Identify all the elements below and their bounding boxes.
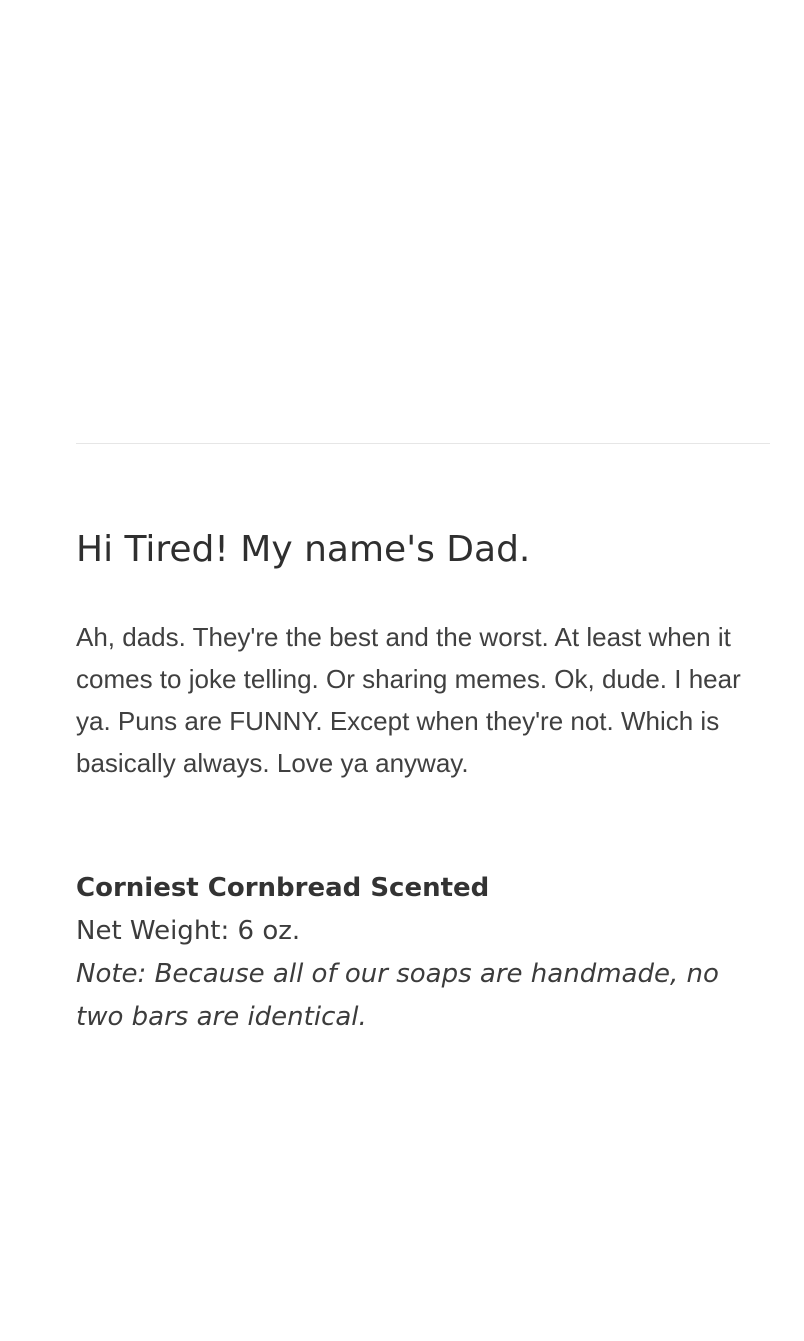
section-divider bbox=[76, 443, 770, 444]
product-details bbox=[76, 867, 770, 1039]
product-heading: Hi Tired! My name's Dad. bbox=[76, 529, 531, 570]
handmade-note: Note: Because all of our soaps are handmade, no two bars are identical. bbox=[76, 959, 719, 1032]
net-weight: Net Weight: 6 oz. bbox=[76, 916, 301, 946]
product-description: Ah, dads. They're the best and the worst. At least when it comes to joke telling. Or sharing memes. Ok, dude. I hear ya. Puns are FUNNY. Except when they're not. Which is basically always. Love ya anyway. bbox=[76, 622, 741, 778]
scent-name: Corniest Cornbread Scented bbox=[76, 873, 490, 903]
